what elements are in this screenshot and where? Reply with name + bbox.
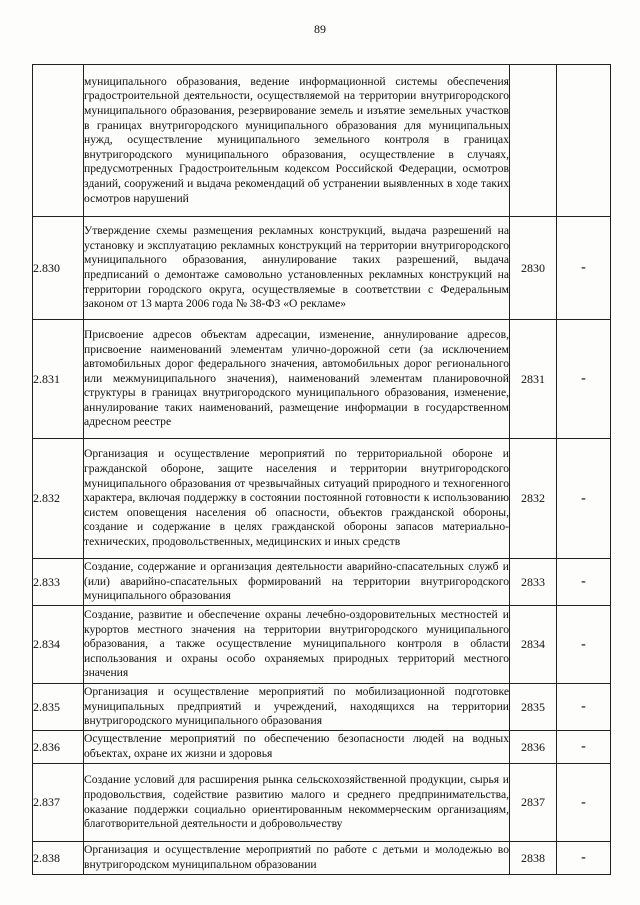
row-number: 2.836 [33, 731, 84, 764]
table-row [33, 731, 611, 764]
row-dash: - [557, 217, 611, 320]
row-dash: - [557, 764, 611, 842]
row-code [510, 65, 557, 217]
row-dash: - [557, 606, 611, 684]
table-row [33, 439, 611, 559]
row-number: 2.831 [33, 320, 84, 439]
row-dash: - [557, 684, 611, 731]
row-dash: - [557, 559, 611, 606]
row-number: 2.838 [33, 842, 84, 875]
row-code: 2830 [510, 217, 557, 320]
row-description: Присвоение адресов объектам адресации, изменение, аннулирование адресов, присвоение наименований элементам улично-дорожной сети (за исключением автомобильных дорог федерального значения, автомобильных дорог регионального или межмуниципального значения), наименований элементам планировочной структуры в границах внутригородского муниципального образования, изменение, аннулирование таких наименований, размещение информации в государственном адресном реестре [84, 320, 510, 439]
row-dash [557, 65, 611, 217]
row-code: 2834 [510, 606, 557, 684]
row-description: Организация и осуществление мероприятий по мобилизационной подготовке муниципальных предприятий и учреждений, находящихся на территории внутригородского муниципального образования [84, 684, 510, 731]
table-row [33, 320, 611, 439]
row-number: 2.834 [33, 606, 84, 684]
row-description: Создание условий для расширения рынка сельскохозяйственной продукции, сырья и продовольствия, содействие развитию малого и среднего предпринимательства, оказание поддержки социально ориентированным некоммерческим организациям, благотворительной деятельности и добровольчеству [84, 764, 510, 842]
row-code: 2837 [510, 764, 557, 842]
row-description: Организация и осуществление мероприятий по работе с детьми и молодежью во внутригородском муниципальном образовании [84, 842, 510, 875]
row-description: Осуществление мероприятий по обеспечению безопасности людей на водных объектах, охране их жизни и здоровья [84, 731, 510, 764]
row-description: муниципального образования, ведение информационной системы обеспечения градостроительной деятельности, осуществляемой на территории внутригородского муниципального образования, резервирование земель и изъятие земельных участков в границах внутригородского муниципального образования для муниципальных нужд, осуществление муниципального земельного контроля в границах внутригородского муниципального образования, осуществление в случаях, предусмотренных Градостроительным кодексом Российской Федерации, осмотров зданий, сооружений и выдача рекомендаций об устранении выявленных в ходе таких осмотров нарушений [84, 65, 510, 217]
table-row [33, 65, 611, 217]
row-code: 2835 [510, 684, 557, 731]
row-code: 2838 [510, 842, 557, 875]
table-row [33, 684, 611, 731]
row-number: 2.832 [33, 439, 84, 559]
table-row [33, 559, 611, 606]
row-number: 2.830 [33, 217, 84, 320]
row-description: Утверждение схемы размещения рекламных конструкций, выдача разрешений на установку и эксплуатацию рекламных конструкций на территории внутригородского муниципального образования, аннулирование таких разрешений, выдача предписаний о демонтаже самовольно установленных рекламных конструкций на территории городского округа, осуществляемые в соответствии с Федеральным законом от 13 марта 2006 года № 38-ФЗ «О рекламе» [84, 217, 510, 320]
page-number: 89 [314, 22, 326, 36]
row-dash: - [557, 320, 611, 439]
row-number: 2.833 [33, 559, 84, 606]
table-row [33, 606, 611, 684]
row-description: Создание, развитие и обеспечение охраны лечебно-оздоровительных местностей и курортов местного значения на территории внутригородского муниципального образования, а также осуществление муниципального контроля в области использования и охраны особо охраняемых природных территорий местного значения [84, 606, 510, 684]
table-row [33, 842, 611, 875]
table-row [33, 764, 611, 842]
row-description: Создание, содержание и организация деятельности аварийно-спасательных служб и (или) аварийно-спасательных формирований на территории внутригородского муниципального образования [84, 559, 510, 606]
row-number: 2.835 [33, 684, 84, 731]
table-row [33, 217, 611, 320]
row-code: 2832 [510, 439, 557, 559]
row-description: Организация и осуществление мероприятий по территориальной обороне и гражданской обороне, защите населения и территории внутригородского муниципального образования от чрезвычайных ситуаций природного и техногенного характера, включая поддержку в состоянии постоянной готовности к использованию систем оповещения населения об опасности, объектов гражданской обороны, создание и содержание в целях гражданской обороны запасов материально-технических, продовольственных, медицинских и иных средств [84, 439, 510, 559]
row-code: 2833 [510, 559, 557, 606]
row-code: 2831 [510, 320, 557, 439]
row-dash: - [557, 439, 611, 559]
row-number: 2.837 [33, 764, 84, 842]
row-dash: - [557, 842, 611, 875]
classifier-table [32, 64, 611, 875]
row-code: 2836 [510, 731, 557, 764]
row-number [33, 65, 84, 217]
row-dash: - [557, 731, 611, 764]
